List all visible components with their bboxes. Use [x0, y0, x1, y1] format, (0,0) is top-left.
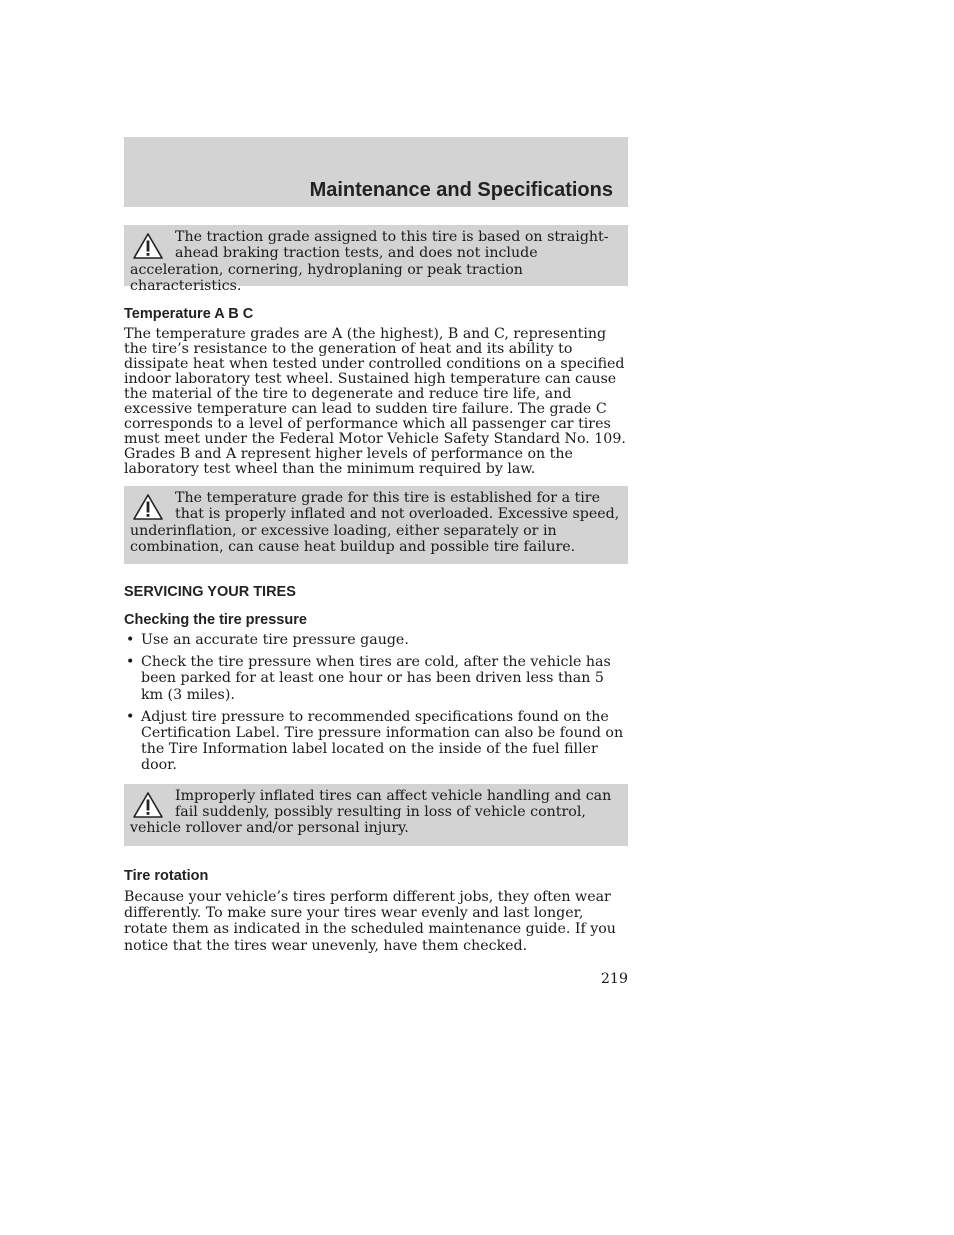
warning-box-inflation	[124, 784, 628, 846]
pressure-bullet-list	[124, 632, 628, 774]
temperature-heading: Temperature A B C	[124, 306, 254, 322]
warning-box-temperature	[124, 486, 628, 564]
warning-triangle-icon	[132, 232, 164, 260]
page-number: 219	[600, 971, 628, 988]
section-header	[124, 137, 628, 207]
rotation-heading: Tire rotation	[124, 867, 209, 884]
warning-text: The traction grade assigned to this tire is based on straight-ahead braking traction tests, and does not include acceleration, cornering, hydroplaning or peak traction characteristics.	[130, 229, 609, 295]
list-item: • Check the tire pressure when tires are cold, after the vehicle has been parked for at least one hour or has been driven less than 5 km (3 miles).	[124, 654, 628, 703]
warning-triangle-icon	[132, 493, 164, 521]
list-item: • Use an accurate tire pressure gauge.	[124, 632, 628, 648]
page-title: Maintenance and Specifications	[309, 179, 613, 201]
warning-box-traction	[124, 225, 628, 295]
warning-triangle-icon	[132, 791, 164, 819]
temperature-paragraph: The temperature grades are A (the highest), B and C, representing the tire’s resistance to the generation of heat and its ability to dissipate heat when tested under controlled conditions on a specified indoor laboratory test wheel. Sustained high temperature can cause the material of the tire to degenerate and reduce tire life, and excessive temperature can lead to sudden tire failure. The grade C corresponds to a level of performance which all passenger car tires must meet under the Federal Motor Vehicle Safety Standard No. 109. Grades B and A represent higher levels of performance on the laboratory test wheel than the minimum required by law.	[124, 326, 626, 477]
warning-text: The temperature grade for this tire is established for a tire that is properly inflated and not overloaded. Excessive speed, underinflation, or excessive loading, either separately or in combination, can cause heat buildup and possible tire failure.	[130, 490, 620, 556]
rotation-paragraph: Because your vehicle’s tires perform different jobs, they often wear differently. To make sure your tires wear evenly and last longer, rotate them as indicated in the scheduled maintenance guide. If you notice that the tires wear unevenly, have them checked.	[124, 888, 616, 954]
warning-text: Improperly inflated tires can affect vehicle handling and can fail suddenly, possibly resulting in loss of vehicle control, vehicle rollover and/or personal injury.	[130, 787, 612, 837]
pressure-heading: Checking the tire pressure	[124, 612, 307, 628]
servicing-heading: SERVICING YOUR TIRES	[124, 584, 296, 600]
list-item: • Adjust tire pressure to recommended specifications found on the Certification Label. Tire pressure information can also be found on the Tire Information label located on the inside of the fuel filler door.	[124, 709, 628, 774]
manual-page	[124, 137, 628, 987]
